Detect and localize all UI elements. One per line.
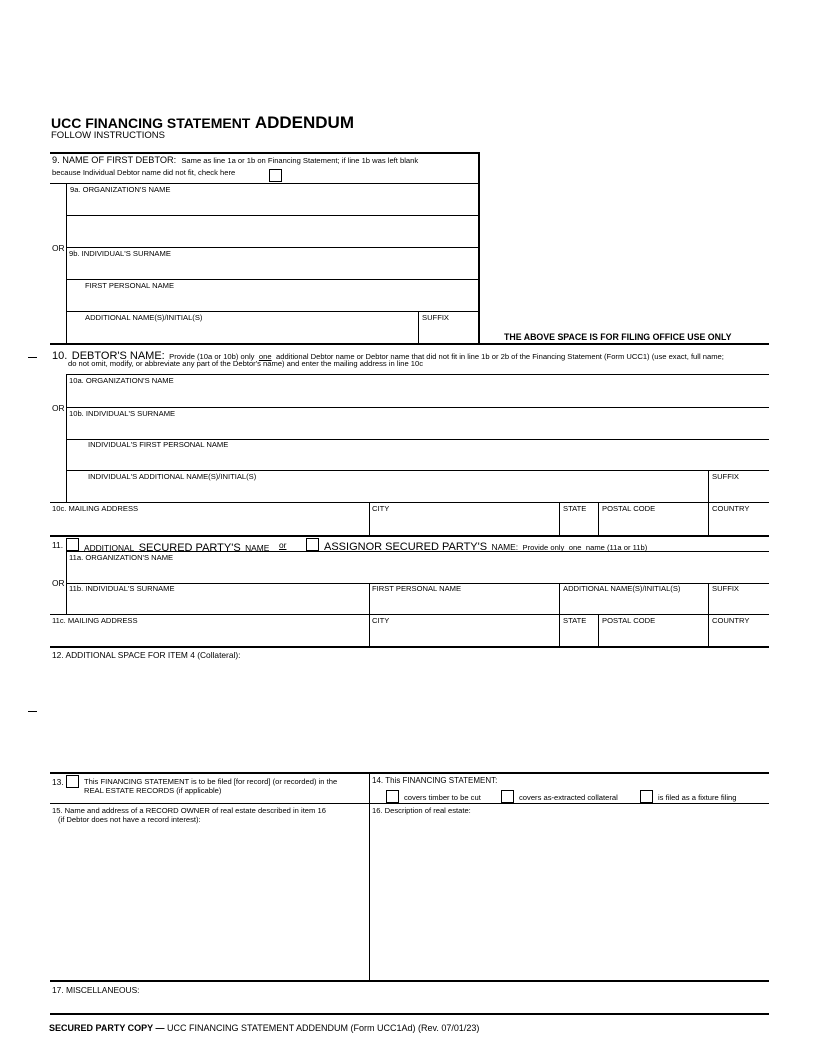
item9a-label: 9a. ORGANIZATION'S NAME — [70, 185, 171, 194]
item11-or-label: OR — [52, 578, 65, 588]
item16-textarea[interactable] — [371, 818, 767, 979]
item11-state-label: STATE — [563, 616, 587, 625]
item12-label: 12. ADDITIONAL SPACE FOR ITEM 4 (Collateral): — [52, 650, 241, 660]
item11-state-input[interactable] — [560, 626, 597, 645]
item15-text-line2: (if Debtor does not have a record interest): — [58, 815, 201, 824]
item9-additional-input[interactable] — [67, 323, 416, 341]
item9-additional-label: ADDITIONAL NAME(S)/INITIAL(S) — [85, 313, 203, 322]
item11-assignor-checkbox[interactable] — [306, 538, 319, 551]
item14-label: 14. This FINANCING STATEMENT: — [372, 776, 498, 785]
item9-same-checkbox[interactable] — [269, 169, 282, 182]
item11-country-label: COUNTRY — [712, 616, 750, 625]
item10-first-name-label: INDIVIDUAL'S FIRST PERSONAL NAME — [88, 440, 229, 449]
item10-state-label: STATE — [563, 504, 587, 513]
item14-timber-checkbox[interactable] — [386, 790, 399, 803]
item10-postal-label: POSTAL CODE — [602, 504, 656, 513]
item10-state-input[interactable] — [560, 514, 597, 533]
item11-assignor-label: ASSIGNOR SECURED PARTY'S NAME: Provide only one name (11a or 11b) — [324, 541, 648, 553]
item10-postal-input[interactable] — [599, 514, 707, 533]
item15-textarea[interactable] — [51, 826, 367, 979]
follow-instructions: FOLLOW INSTRUCTIONS — [51, 130, 166, 141]
item11a-label: 11a. ORGANIZATION'S NAME — [69, 553, 174, 562]
form-title-main: UCC FINANCING STATEMENT — [51, 115, 251, 131]
item11-additional-label: ADDITIONAL SECURED PARTY'S NAME — [84, 542, 270, 554]
item13-num: 13. — [52, 777, 64, 787]
item11-additional-name-label: ADDITIONAL NAME(S)/INITIAL(S) — [563, 584, 681, 593]
item13-text-line2: REAL ESTATE RECORDS (if applicable) — [84, 786, 222, 795]
item11c-label: 11c. MAILING ADDRESS — [52, 616, 138, 625]
item17-label: 17. MISCELLANEOUS: — [52, 985, 140, 995]
item11-suffix-input[interactable] — [709, 594, 767, 613]
item12-textarea[interactable] — [51, 662, 767, 770]
item9-first-name-label: FIRST PERSONAL NAME — [85, 281, 175, 290]
item10b-input[interactable] — [67, 419, 767, 438]
item10-country-label: COUNTRY — [712, 504, 750, 513]
item11-country-input[interactable] — [709, 626, 767, 645]
item16-label: 16. Description of real estate: — [372, 806, 471, 815]
item13-text-line1: This FINANCING STATEMENT is to be filed [for record] (or recorded) in the — [84, 777, 338, 786]
item11c-input[interactable] — [51, 626, 367, 645]
item11-additional-input[interactable] — [560, 594, 707, 613]
item11-suffix-label: SUFFIX — [712, 584, 740, 593]
item10a-label: 10a. ORGANIZATION'S NAME — [69, 376, 174, 385]
footer-copy-label: SECURED PARTY COPY — [49, 1023, 154, 1033]
item14-extracted-label: covers as-extracted collateral — [519, 793, 618, 802]
item14-fixture-checkbox[interactable] — [640, 790, 653, 803]
item10-desc-line2: do not omit, modify, or abbreviate any part of the Debtor's name) and enter the mailing address in line 10c — [68, 359, 424, 368]
item10-additional-input[interactable] — [67, 482, 706, 501]
item11-city-input[interactable] — [370, 626, 558, 645]
item11-first-name-label: FIRST PERSONAL NAME — [372, 584, 462, 593]
item9-first-name-input[interactable] — [67, 291, 477, 309]
item11a-input[interactable] — [67, 563, 767, 582]
item10c-label: 10c. MAILING ADDRESS — [52, 504, 139, 513]
item9b-input[interactable] — [67, 259, 477, 277]
item11-num: 11. — [52, 540, 64, 550]
filing-office-note: THE ABOVE SPACE IS FOR FILING OFFICE USE ONLY — [504, 332, 732, 342]
footer: SECURED PARTY COPY — UCC FINANCING STATEMENT ADDENDUM (Form UCC1Ad) (Rev. 07/01/23) — [49, 1023, 480, 1033]
item9a-input[interactable] — [67, 196, 477, 214]
item14-fixture-label: is filed as a fixture filing — [658, 793, 737, 802]
form-title-big: ADDENDUM — [254, 113, 354, 132]
item14-extracted-checkbox[interactable] — [501, 790, 514, 803]
item10-suffix-input[interactable] — [709, 482, 767, 501]
item9b-label: 9b. INDIVIDUAL'S SURNAME — [69, 249, 171, 258]
item11b-label: 11b. INDIVIDUAL'S SURNAME — [69, 584, 175, 593]
item17-input[interactable] — [51, 996, 767, 1012]
item11-additional-checkbox[interactable] — [66, 538, 79, 551]
item10-suffix-label: SUFFIX — [712, 472, 740, 481]
item11-postal-label: POSTAL CODE — [602, 616, 656, 625]
item14-timber-label: covers timber to be cut — [404, 793, 481, 802]
item10-or: OR — [52, 403, 65, 413]
item11b-input[interactable] — [67, 594, 367, 613]
item13-checkbox[interactable] — [66, 775, 79, 788]
item10-city-label: CITY — [372, 504, 390, 513]
item11-city-label: CITY — [372, 616, 390, 625]
item9-label-line2: because Individual Debtor name did not fit, check here — [52, 168, 236, 177]
item15-text-line1: 15. Name and address of a RECORD OWNER of real estate described in item 16 — [52, 806, 326, 815]
footer-form-name: UCC FINANCING STATEMENT ADDENDUM (Form UCC1Ad) (Rev. 07/01/23) — [167, 1023, 480, 1033]
item11-postal-input[interactable] — [599, 626, 707, 645]
item10-city-input[interactable] — [370, 514, 558, 533]
item11-first-name-input[interactable] — [370, 594, 558, 613]
item10a-input[interactable] — [67, 386, 767, 405]
item10-label: 10. DEBTOR'S NAME: Provide (10a or 10b) only one additional Debtor name or Debtor name that did not fit in line 1b or 2b of the Financing Statement (Form UCC1) (use exact, full name; — [52, 350, 724, 362]
item10-first-name-input[interactable] — [67, 450, 767, 469]
item10b-label: 10b. INDIVIDUAL'S SURNAME — [69, 409, 176, 418]
item11-or: or — [279, 540, 287, 550]
item9-label: 9. NAME OF FIRST DEBTOR: Same as line 1a or 1b on Financing Statement; if line 1b was left blank — [52, 155, 419, 165]
item9-suffix-label: SUFFIX — [422, 313, 450, 322]
item10-additional-label: INDIVIDUAL'S ADDITIONAL NAME(S)/INITIAL(S) — [88, 472, 257, 481]
item10-country-input[interactable] — [709, 514, 767, 533]
item9-suffix-input[interactable] — [419, 323, 477, 341]
item10c-input[interactable] — [51, 514, 367, 533]
item9-or: OR — [52, 243, 65, 253]
